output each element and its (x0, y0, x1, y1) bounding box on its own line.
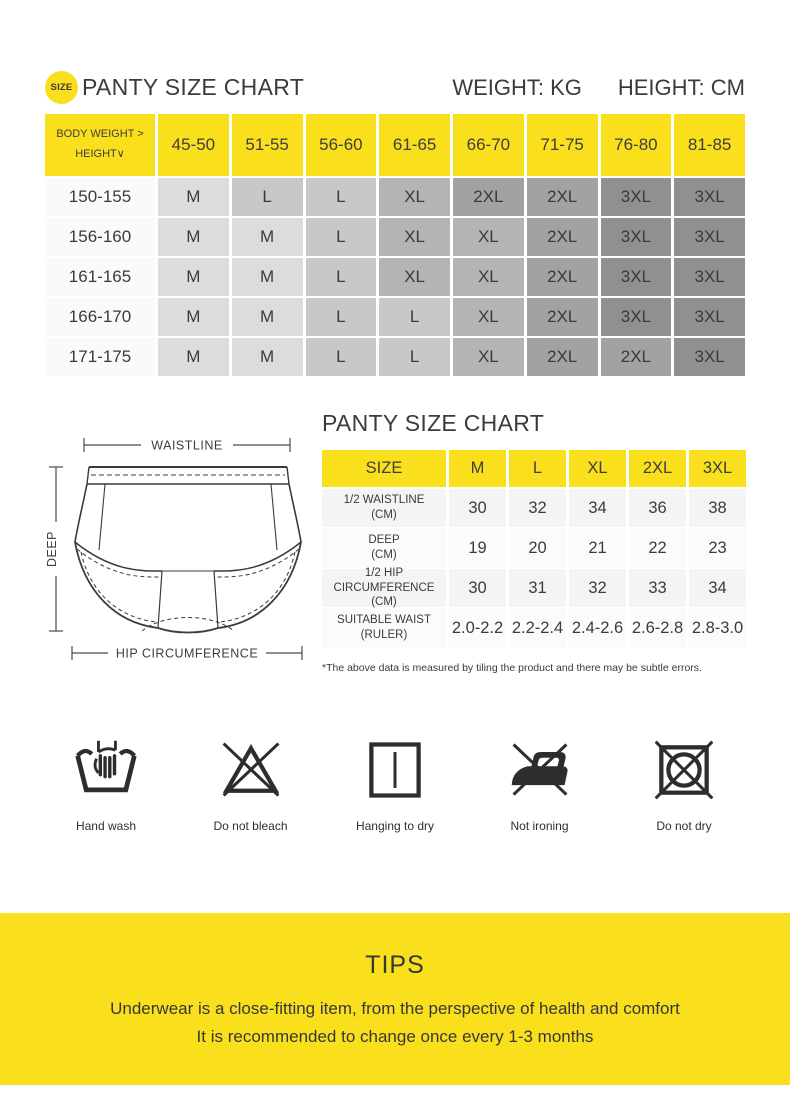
measure-value: 30 (449, 489, 506, 527)
care-label: Do not dry (656, 819, 712, 833)
do-not-bleach-icon (217, 736, 285, 804)
measure-row-label: SUITABLE WAIST (RULER) (322, 609, 446, 647)
measure-value: 22 (629, 529, 686, 567)
size-cell: 2XL (601, 338, 672, 376)
size-cell: 2XL (527, 338, 598, 376)
corner-weight-label: BODY WEIGHT > (56, 128, 144, 141)
measure-value: 2.2-2.4 (509, 609, 566, 647)
size-col-header: M (449, 450, 506, 487)
table1-corner-header (45, 114, 155, 176)
panty-measurement-diagram (44, 424, 318, 670)
size-cell: XL (379, 178, 450, 216)
care-item-do-not-bleach (190, 736, 312, 833)
measure-value: 36 (629, 489, 686, 527)
panty-line-drawing-icon (44, 424, 318, 670)
measure-value: 19 (449, 529, 506, 567)
size-cell: 2XL (527, 218, 598, 256)
weight-col-header: 81-85 (674, 114, 745, 176)
height-row-header: 156-160 (45, 218, 155, 256)
waistline-label: WAISTLINE (151, 438, 223, 453)
page-header (45, 71, 745, 104)
hanging-to-dry-icon (361, 736, 429, 804)
height-row-header: 171-175 (45, 338, 155, 376)
hip-circumference-label: HIP CIRCUMFERENCE (115, 646, 259, 661)
size-cell: 2XL (453, 178, 524, 216)
size-cell: M (232, 338, 303, 376)
care-instructions (45, 736, 745, 833)
tips-line-2: It is recommended to change once every 1-3 months (196, 1027, 594, 1046)
measure-value: 23 (689, 529, 746, 567)
size-cell: L (379, 338, 450, 376)
measure-row-label: 1/2 WAISTLINE (CM) (322, 489, 446, 527)
measure-value: 34 (569, 489, 626, 527)
size-col-header: XL (569, 450, 626, 487)
size-cell: 2XL (527, 178, 598, 216)
height-row-header: 150-155 (45, 178, 155, 216)
size-col-header: L (509, 450, 566, 487)
size-cell: 3XL (601, 178, 672, 216)
measure-value: 21 (569, 529, 626, 567)
size-cell: L (379, 298, 450, 336)
size-col-header: SIZE (322, 450, 446, 487)
size-cell: L (306, 298, 377, 336)
size-cell: 3XL (674, 258, 745, 296)
measure-value: 2.0-2.2 (449, 609, 506, 647)
do-not-dry-icon (650, 736, 718, 804)
measure-value: 32 (569, 569, 626, 607)
size-cell: M (158, 298, 229, 336)
tips-title: TIPS (365, 951, 425, 979)
size-cell: L (306, 338, 377, 376)
care-label: Not ironing (510, 819, 569, 833)
measure-value: 2.4-2.6 (569, 609, 626, 647)
size-cell: M (232, 218, 303, 256)
size-col-header: 3XL (689, 450, 746, 487)
hand-wash-icon (72, 736, 140, 804)
size-cell: 3XL (674, 178, 745, 216)
measure-value: 32 (509, 489, 566, 527)
size-cell: 3XL (674, 338, 745, 376)
height-row-header: 161-165 (45, 258, 155, 296)
care-label: Hanging to dry (355, 819, 435, 833)
measure-value: 30 (449, 569, 506, 607)
tips-line-1: Underwear is a close-fitting item, from the perspective of health and comfort (110, 999, 680, 1018)
measurement-table-title: PANTY SIZE CHART (322, 410, 545, 436)
page-title: PANTY SIZE CHART (82, 74, 305, 100)
weight-height-size-table (45, 114, 745, 376)
care-item-hanging-to-dry (334, 736, 456, 833)
size-cell: XL (379, 218, 450, 256)
measurement-table (322, 450, 746, 647)
measure-value: 2.6-2.8 (629, 609, 686, 647)
weight-col-header: 51-55 (232, 114, 303, 176)
size-cell: XL (453, 218, 524, 256)
height-unit-label: HEIGHT: CM (617, 74, 745, 100)
tips-banner (0, 913, 790, 1085)
care-item-not-ironing (479, 736, 601, 833)
size-cell: 3XL (601, 218, 672, 256)
weight-unit-label: WEIGHT: KG (452, 74, 582, 100)
weight-col-header: 71-75 (527, 114, 598, 176)
measurement-section (322, 410, 746, 674)
measure-row-label: 1/2 HIP CIRCUMFERENCE (CM) (322, 569, 446, 607)
size-cell: XL (453, 298, 524, 336)
size-cell: L (232, 178, 303, 216)
size-cell: M (158, 218, 229, 256)
size-cell: 2XL (527, 258, 598, 296)
not-ironing-icon (506, 736, 574, 804)
measurement-footnote: *The above data is measured by tiling the product and there may be subtle errors. (322, 662, 702, 674)
size-cell: L (306, 178, 377, 216)
weight-col-header: 61-65 (379, 114, 450, 176)
measure-value: 31 (509, 569, 566, 607)
deep-label: DEEP (45, 530, 59, 568)
care-item-do-not-dry (623, 736, 745, 833)
size-cell: 3XL (674, 218, 745, 256)
height-row-header: 166-170 (45, 298, 155, 336)
measure-value: 34 (689, 569, 746, 607)
size-cell: 3XL (674, 298, 745, 336)
size-cell: 3XL (601, 258, 672, 296)
size-cell: 2XL (527, 298, 598, 336)
weight-col-header: 45-50 (158, 114, 229, 176)
size-cell: 3XL (601, 298, 672, 336)
unit-labels (452, 75, 745, 101)
size-cell: M (158, 178, 229, 216)
size-badge-icon: SIZE (45, 71, 78, 104)
size-cell: M (158, 338, 229, 376)
weight-col-header: 76-80 (601, 114, 672, 176)
measure-value: 33 (629, 569, 686, 607)
size-col-header: 2XL (629, 450, 686, 487)
care-item-hand-wash (45, 736, 167, 833)
size-cell: XL (453, 258, 524, 296)
weight-col-header: 56-60 (306, 114, 377, 176)
corner-height-label: HEIGHT∨ (75, 148, 125, 160)
size-cell: L (306, 218, 377, 256)
size-cell: L (306, 258, 377, 296)
size-cell: M (232, 258, 303, 296)
weight-col-header: 66-70 (453, 114, 524, 176)
measure-row-label: DEEP (CM) (322, 529, 446, 567)
measure-value: 2.8-3.0 (689, 609, 746, 647)
size-cell: M (158, 258, 229, 296)
size-cell: M (232, 298, 303, 336)
measure-value: 38 (689, 489, 746, 527)
size-cell: XL (379, 258, 450, 296)
size-cell: XL (453, 338, 524, 376)
measure-value: 20 (509, 529, 566, 567)
care-label: Do not bleach (213, 819, 288, 833)
care-label: Hand wash (75, 819, 137, 833)
